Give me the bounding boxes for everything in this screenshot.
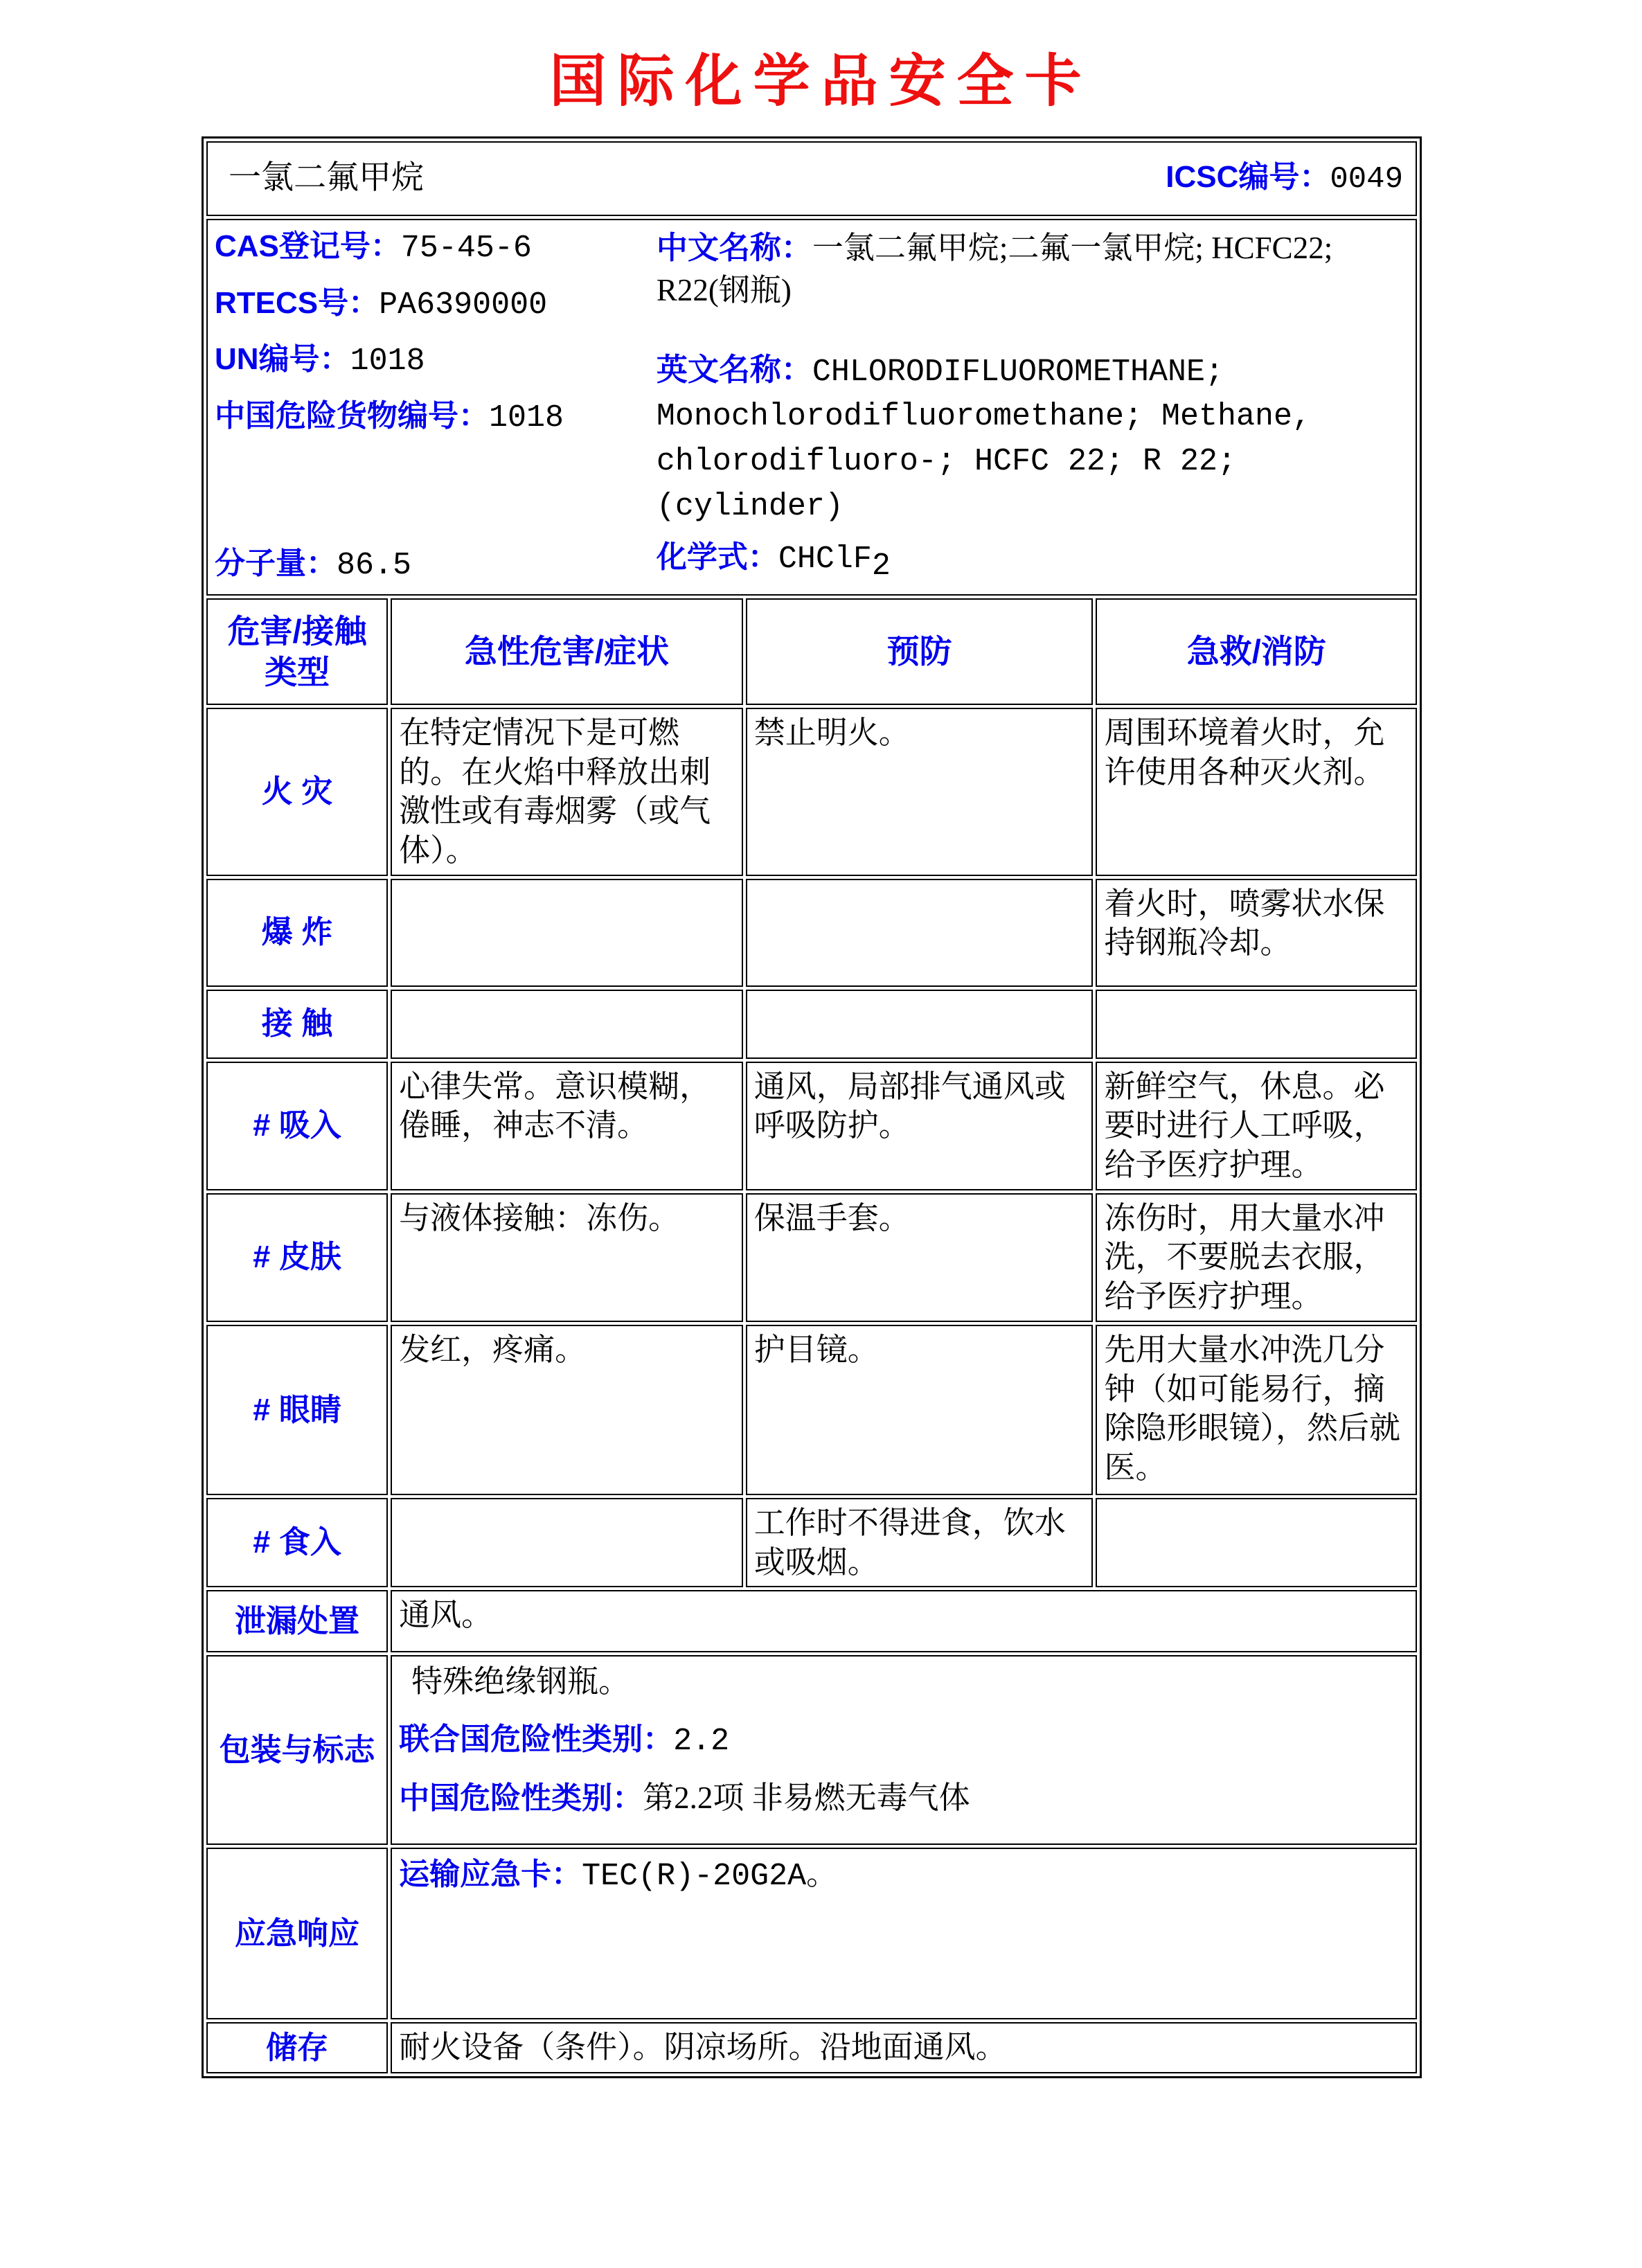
page [0,36,1642,2078]
inhalation-prevention: 通风，局部排气通风或呼吸防护。 [746,1062,1094,1190]
hazard-row-inhalation [206,1062,1417,1190]
packaging-label: 包装与标志 [206,1655,388,1845]
page-title: 国际化学品安全卡 [549,50,1093,113]
rtecs-number-line [215,284,657,325]
section-row-emergency [206,1848,1417,2019]
cas-label: CAS登记号： [215,229,401,263]
rtecs-label: RTECS号： [215,285,380,320]
skin-prevention: 保温手套。 [746,1193,1094,1322]
un-number-line [215,340,657,382]
packaging-content [391,1655,1417,1845]
fire-first-aid: 周围环境着火时，允许使用各种灭火剂。 [1096,708,1417,876]
cn-name-label: 中文名称： [656,230,812,265]
section-row-storage [206,2022,1417,2073]
eyes-symptoms: 发红，疼痛。 [391,1325,743,1495]
storage-content: 耐火设备（条件）。阴凉场所。沿地面通风。 [391,2022,1417,2073]
un-hazard-class-value: 2.2 [673,1723,730,1759]
eyes-first-aid: 先用大量水冲洗几分钟（如可能易行，摘除隐形眼镜），然后就医。 [1096,1325,1417,1495]
icsc-number: 0049 [1330,162,1403,197]
molecular-weight-label: 分子量： [215,546,337,581]
hazard-row-contact [206,990,1417,1059]
icsc-label: ICSC编号： [1166,160,1330,195]
cn-hazard-class-label: 中国危险性类别： [399,1780,643,1815]
molecular-weight-line [215,544,657,586]
fire-label: 火 灾 [206,708,388,876]
skin-first-aid: 冻伤时，用大量水冲洗，不要脱去衣服，给予医疗护理。 [1096,1193,1417,1322]
emergency-label: 应急响应 [206,1848,388,2019]
hazard-row-fire [206,708,1417,876]
spill-content: 通风。 [391,1590,1417,1652]
contact-first-aid [1096,990,1417,1059]
en-name-line [657,349,1409,528]
cn-dg-label: 中国危险货物编号： [215,399,489,434]
inhalation-label: # 吸入 [206,1062,388,1190]
formula-label: 化学式： [656,539,778,574]
un-hazard-class-label: 联合国危险性类别： [399,1722,674,1756]
spill-label: 泄漏处置 [206,1590,388,1652]
explosion-label: 爆 炸 [206,879,388,987]
icsc-number-group [1166,158,1409,199]
eyes-prevention: 护目镜。 [746,1325,1094,1495]
en-name-label: 英文名称： [656,351,812,387]
hazard-row-eyes [206,1325,1417,1495]
cn-hazard-class-value: 第2.2项 非易燃无毒气体 [643,1780,970,1815]
en-name-value: CHLORODIFLUOROMETHANE; Monochlorodifluoromethane; Methane, chlorodifluoro-; HCFC 22; R 22; (cylinder) [656,354,1312,524]
cn-dg-value: 1018 [489,400,564,436]
eyes-label: # 眼睛 [206,1325,388,1495]
hazard-row-skin [206,1193,1417,1322]
un-hazard-class-line [399,1720,1409,1762]
packaging-line-cylinder: 特殊绝缘钢瓶。 [411,1664,630,1699]
contact-label: 接 触 [206,990,388,1059]
header-first-aid: 急救/消防 [1096,598,1417,705]
cas-number-line [215,227,657,269]
icsc-card-table [202,136,1422,2078]
cn-name-line [657,227,1409,312]
rtecs-value: PA6390000 [379,287,548,323]
explosion-prevention [746,879,1094,987]
header-prevention: 预防 [746,598,1094,705]
formula-subscript: 2 [871,548,891,584]
identifiers-cell [206,219,1417,596]
cn-hazard-class-line [399,1778,1409,1818]
un-value: 1018 [350,343,425,380]
skin-label: # 皮肤 [206,1193,388,1322]
cn-dangerous-goods-line [215,397,657,438]
formula-line [657,538,1409,586]
explosion-first-aid: 着火时，喷雾状水保持钢瓶冷却。 [1096,879,1417,987]
inhalation-symptoms: 心律失常。意识模糊，倦睡，神志不清。 [391,1062,743,1190]
transport-emergency-card-value: TEC(R)-20G2A。 [582,1859,838,1895]
ingestion-label: # 食入 [206,1498,388,1587]
ingestion-symptoms [391,1498,743,1587]
contact-symptoms [391,990,743,1059]
identifiers-row [206,219,1417,596]
fire-prevention: 禁止明火。 [746,708,1094,876]
inhalation-first-aid: 新鲜空气，休息。必要时进行人工呼吸，给予医疗护理。 [1096,1062,1417,1190]
ingestion-first-aid [1096,1498,1417,1587]
identifier-list [215,224,657,590]
cas-value: 75-45-6 [400,231,532,266]
transport-emergency-card-label: 运输应急卡： [399,1857,582,1892]
explosion-symptoms [391,879,743,987]
name-cell [206,141,1417,216]
molecular-weight-value: 86.5 [337,548,412,584]
hazard-row-ingestion [206,1498,1417,1587]
emergency-content [391,1848,1417,2019]
section-row-packaging [206,1655,1417,1845]
hazard-row-explosion [206,879,1417,987]
section-row-spill [206,1590,1417,1652]
name-list [657,224,1409,590]
name-row [206,141,1417,216]
ingestion-prevention: 工作时不得进食，饮水或吸烟。 [746,1498,1094,1587]
transport-emergency-card-line [399,1855,1409,1897]
contact-prevention [746,990,1094,1059]
fire-symptoms: 在特定情况下是可燃的。在火焰中释放出刺激性或有毒烟雾（或气体）。 [391,708,743,876]
header-hazard-type: 危害/接触类型 [206,598,388,705]
header-acute-symptoms: 急性危害/症状 [391,598,743,705]
skin-symptoms: 与液体接触：冻伤。 [391,1193,743,1322]
formula-value: CHClF [778,541,872,577]
un-label: UN编号： [215,342,350,377]
chemical-name: 一氯二氟甲烷 [229,160,424,197]
hazard-header-row [206,598,1417,705]
cn-name-value: 一氯二氟甲烷;二氟一氯甲烷; HCFC22; R22(钢瓶) [656,231,1333,307]
storage-label: 储存 [206,2022,388,2073]
